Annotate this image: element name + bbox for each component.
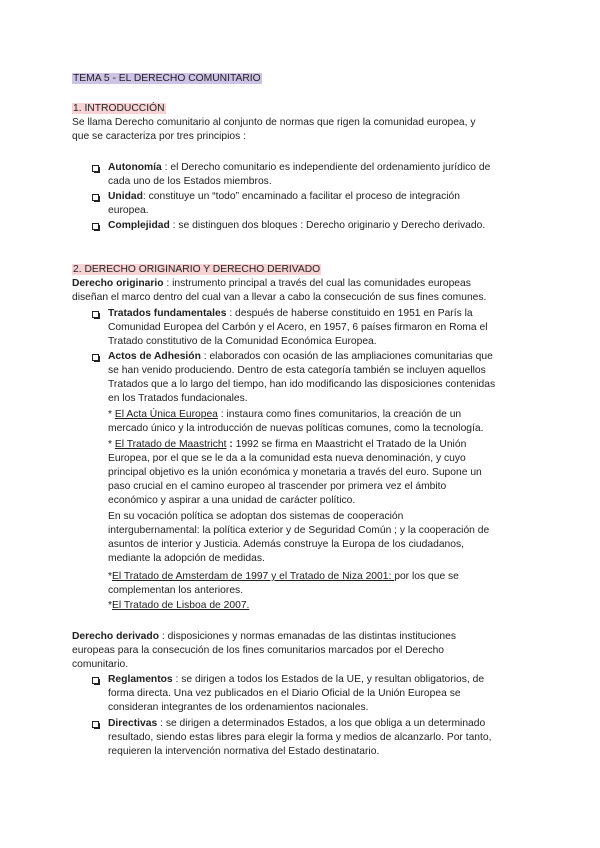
checkbox-icon <box>92 194 99 201</box>
bullet-line: Tratado constitutivo de la Comunidad Económica Europea. <box>108 336 377 347</box>
bullet-unidad: Unidad: constituye un “todo” encaminado a facilitar el proceso de integración <box>108 191 461 202</box>
bullet-line: requieren la intervención normativa del Estado destinatario. <box>108 746 380 757</box>
derecho-originario-line: Derecho originario : instrumento principal a través del cual las comunidades europeas <box>72 278 471 289</box>
bullet-line: complementan los anteriores. <box>108 585 244 596</box>
checkbox-icon <box>92 223 99 230</box>
bullet-line: mercado único y la introducción de nuevas políticas comunes, como la tecnología. <box>108 423 484 434</box>
bullet-line: europea. <box>108 205 149 216</box>
paragraph-line: diseñan el marco dentro del cual van a llevar a cabo la consecución de sus fines comunes. <box>72 292 487 303</box>
checkbox-icon <box>92 311 99 318</box>
bullet-tratados-fundamentales: Tratados fundamentales : después de haberse constituido en 1951 en París la <box>108 308 473 319</box>
bullet-line: forma directa. Una vez publicados en el Diario Oficial de la Unión Europea se <box>108 688 461 699</box>
paragraph-line: Se llama Derecho comunitario al conjunto de normas que rigen la comunidad europea, y <box>72 117 476 128</box>
bullet-complejidad: Complejidad : se distinguen dos bloques : Derecho originario y Derecho derivado. <box>108 220 486 231</box>
bullet-autonomia: Autonomía : el Derecho comunitario es independiente del ordenamiento jurídico de <box>108 162 491 173</box>
section-2-heading: 2. DERECHO ORIGINARIO Y DERECHO DERIVADO <box>73 264 321 275</box>
bullet-line: mediante la adopción de medidas. <box>108 553 265 564</box>
bullet-line: se han venido produciendo. Dentro de esta categoría también se incluyen aquellos <box>108 365 486 376</box>
maastricht-line: * El Tratado de Maastricht : 1992 se firma en Maastricht el Tratado de la Unión <box>108 439 467 450</box>
bullet-line: cada uno de los Estados miembros. <box>108 176 272 187</box>
bullet-line: consideran integrantes de los ordenamientos nacionales. <box>108 702 369 713</box>
bullet-line: Europea, por el que se le da a la comunidad esta nueva denominación, y cuyo <box>108 453 466 464</box>
bullet-line: intergubernamental: la política exterior y de Seguridad Común ; y la cooperación de <box>108 525 490 536</box>
bullet-line: en los Tratados fundacionales. <box>108 393 248 404</box>
bullet-reglamentos: Reglamentos : se dirigen a todos los Estados de la UE, y resultan obligatorios, de <box>108 674 485 685</box>
bullet-line: resultado, siendo estas libres para elegir la forma y medios de alcanzarlo. Por tanto, <box>108 732 492 743</box>
derecho-derivado-line: Derecho derivado : disposiciones y normas emanadas de las distintas instituciones <box>72 631 457 642</box>
bullet-actos-adhesion: Actos de Adhesión : elaborados con ocasión de las ampliaciones comunitarias que <box>108 351 493 362</box>
acta-unica-line: * El Acta Única Europea : instaura como fines comunitarios, la creación de un <box>108 409 462 420</box>
bullet-line: Tratados que a lo largo del tiempo, han ido modificando las disposiciones contenidas <box>108 379 496 390</box>
bullet-directivas: Directivas : se dirigen a determinados Estados, a los que obliga a un determinado <box>108 718 486 729</box>
bullet-line: Comunidad Europea del Carbón y el Acero, en 1957, 6 países firmaron en Roma el <box>108 322 488 333</box>
paragraph-line: europeas para la consecución de los fines comunitarios marcados por el Derecho <box>72 645 445 656</box>
checkbox-icon <box>92 677 99 684</box>
section-1-heading: 1. INTRODUCCIÓN <box>73 103 165 114</box>
amsterdam-niza-line: *El Tratado de Amsterdam de 1997 y el Tratado de Niza 2001: por los que se <box>108 571 459 582</box>
checkbox-icon <box>92 721 99 728</box>
checkbox-icon <box>92 165 99 172</box>
document-title: TEMA 5 - EL DERECHO COMUNITARIO <box>73 73 261 84</box>
bullet-line: económico y aspirar a una unidad de carácter político. <box>108 495 356 506</box>
paragraph-line: comunitario. <box>72 659 129 670</box>
bullet-line: principal objetivo es la unión económica y monetaria a través del euro. Supone un <box>108 467 482 478</box>
bullet-line: En su vocación política se adoptan dos sistemas de cooperación <box>108 511 404 522</box>
paragraph-line: que se caracteriza por tres principios : <box>72 131 246 142</box>
bullet-line: paso crucial en el camino europeo al trascender por primera vez el ámbito <box>108 481 447 492</box>
lisboa-line: *El Tratado de Lisboa de 2007. <box>108 600 250 611</box>
bullet-line: asuntos de interior y Justicia. Además construye la Europa de los ciudadanos, <box>108 539 465 550</box>
checkbox-icon <box>92 354 99 361</box>
